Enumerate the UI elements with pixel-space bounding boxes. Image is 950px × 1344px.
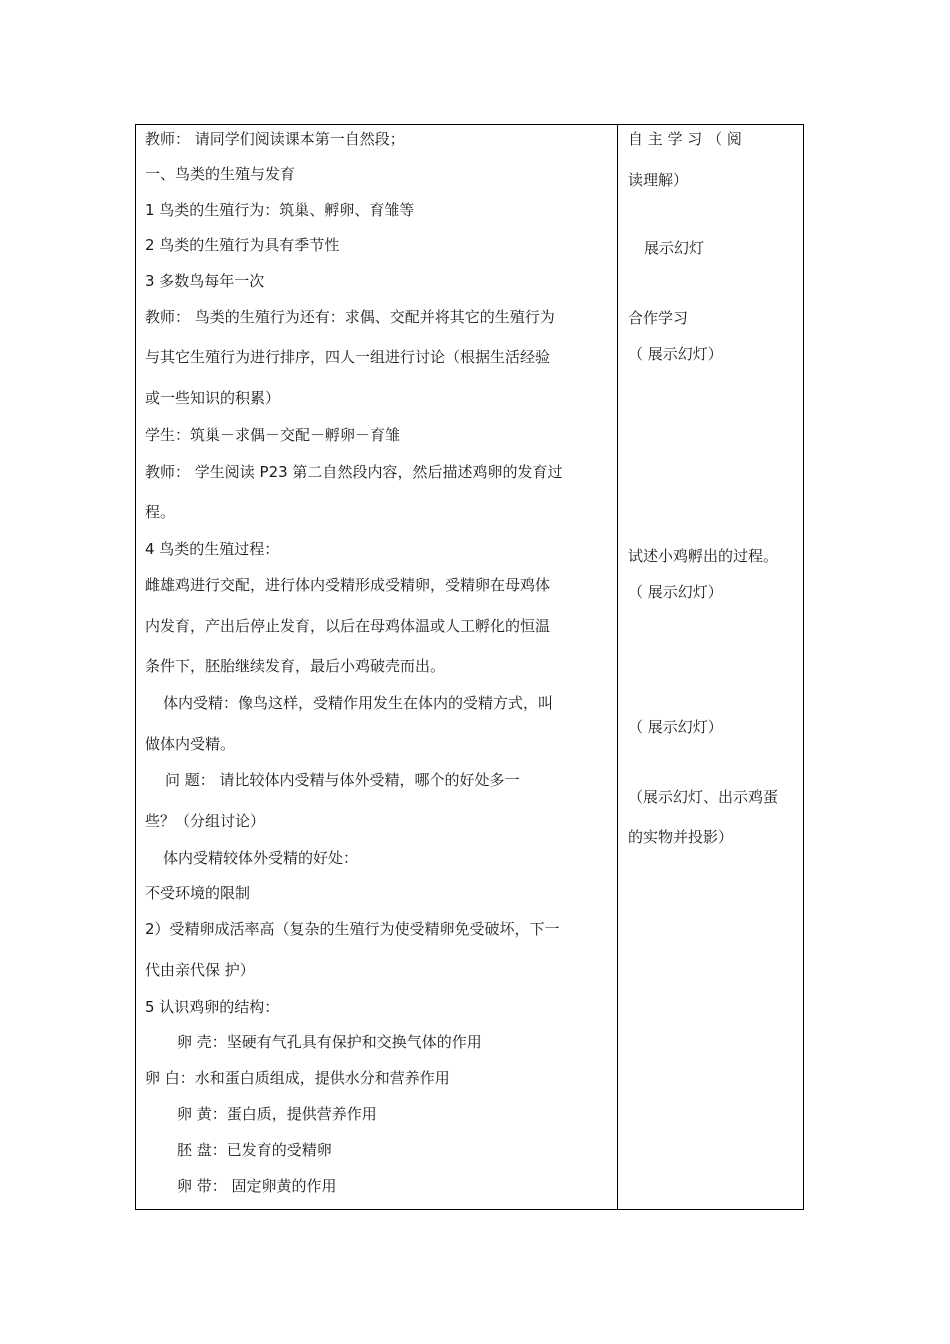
main-text-line: 做体内受精。 [145, 735, 236, 753]
main-text-line: 2 鸟类的生殖行为具有季节性 [145, 236, 340, 254]
main-text-line: 代由亲代保 护） [145, 961, 255, 979]
main-text-line: 卵 带： 固定卵黄的作用 [177, 1177, 337, 1195]
main-text-line: 教师： 鸟类的生殖行为还有：求偶、交配并将其它的生殖行为 [145, 308, 555, 326]
main-text-line: 5 认识鸡卵的结构： [145, 998, 280, 1016]
main-text-line: 些？（分组讨论） [145, 812, 266, 830]
side-note-line: 自 主 学 习 （ 阅 [628, 130, 742, 148]
main-text-line: 3 多数鸟每年一次 [145, 272, 265, 290]
main-text-line: 与其它生殖行为进行排序，四人一组进行讨论（根据生活经验 [145, 348, 551, 366]
main-text-line: 教师： 请同学们阅读课本第一自然段； [145, 130, 405, 148]
side-note-line: （展示幻灯、出示鸡蛋 [628, 788, 779, 806]
main-text-line: 卵 壳：坚硬有气孔具有保护和交换气体的作用 [177, 1033, 482, 1051]
main-text-line: 雌雄鸡进行交配，进行体内受精形成受精卵，受精卵在母鸡体 [145, 576, 551, 594]
side-note-line: （ 展示幻灯） [628, 583, 723, 601]
side-note-line: 试述小鸡孵出的过程。 [628, 547, 779, 565]
side-note-line: 展示幻灯 [644, 239, 705, 257]
main-text-line: 卵 白：水和蛋白质组成，提供水分和营养作用 [145, 1069, 450, 1087]
side-note-line: 读理解） [628, 171, 689, 189]
main-text-line: 或一些知识的积累） [145, 389, 281, 407]
side-note-line: 合作学习 [628, 309, 689, 327]
side-note-line: （ 展示幻灯） [628, 718, 723, 736]
main-text-line: 2）受精卵成活率高（复杂的生殖行为使受精卵免受破坏，下一 [145, 920, 560, 938]
main-text-line: 学生：筑巢－求偶－交配－孵卵－育雏 [145, 426, 401, 444]
main-text-line: 教师： 学生阅读 P23 第二自然段内容，然后描述鸡卵的发育过 [145, 463, 563, 481]
main-text-line: 胚 盘：已发育的受精卵 [177, 1141, 332, 1159]
main-text-line: 4 鸟类的生殖过程： [145, 540, 280, 558]
main-text-line: 体内受精：像鸟这样，受精作用发生在体内的受精方式，叫 [163, 694, 554, 712]
main-text-line: 条件下，胚胎继续发育，最后小鸡破壳而出。 [145, 657, 446, 675]
main-text-line: 程。 [145, 503, 176, 521]
main-text-line: 内发育，产出后停止发育，以后在母鸡体温或人工孵化的恒温 [145, 617, 551, 635]
main-text-line: 不受环境的限制 [145, 884, 251, 902]
column-divider [617, 124, 618, 1210]
side-note-line: 的实物并投影） [628, 828, 734, 846]
main-text-line: 一、鸟类的生殖与发育 [145, 165, 296, 183]
main-text-line: 体内受精较体外受精的好处： [163, 849, 359, 867]
main-text-line: 问 题： 请比较体内受精与体外受精，哪个的好处多一 [165, 771, 520, 789]
main-text-line: 1 鸟类的生殖行为：筑巢、孵卵、育雏等 [145, 201, 415, 219]
main-text-line: 卵 黄：蛋白质，提供营养作用 [177, 1105, 377, 1123]
side-note-line: （ 展示幻灯） [628, 345, 723, 363]
